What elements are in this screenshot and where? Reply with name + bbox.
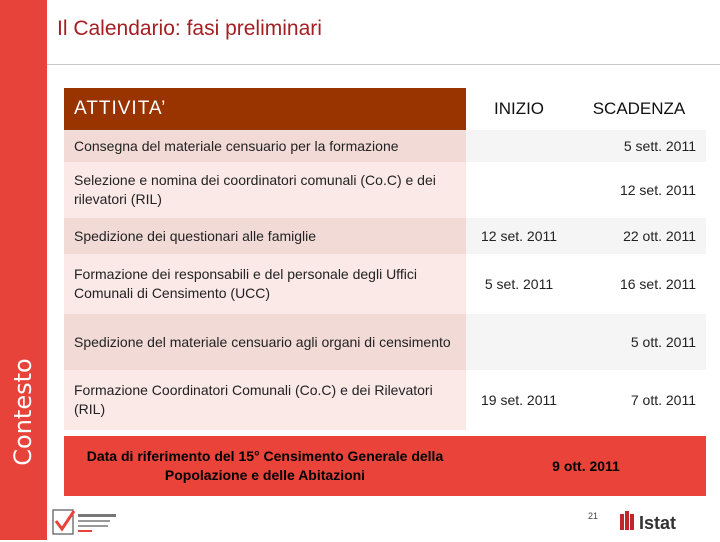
start-cell: 12 set. 2011 [466,218,572,254]
activity-cell: Formazione dei responsabili e del personale degli Uffici Comunali di Censimento (UCC) [64,254,466,314]
header-deadline: SCADENZA [592,99,686,118]
activity-cell: Consegna del materiale censuario per la formazione [64,130,466,162]
reference-date: 9 ott. 2011 [466,436,706,496]
table-header-row [64,88,706,130]
sidebar-section-label: Contesto [9,358,37,466]
activity-cell: Spedizione dei questionari alle famiglie [64,218,466,254]
table-row [64,370,706,430]
page-title: Il Calendario: fasi preliminari [57,17,322,40]
census-logo [52,507,122,537]
deadline-cell: 5 ott. 2011 [572,314,706,370]
istat-logo [617,508,692,534]
calendar-table [64,88,706,496]
deadline-cell: 12 set. 2011 [572,162,706,218]
activity-cell: Formazione Coordinatori Comunali (Co.C) e dei Rilevatori (RIL) [64,370,466,430]
reference-label: Data di riferimento del 15° Censimento Generale della Popolazione e delle Abitazioni [64,436,466,496]
header-start: INIZIO [493,99,545,118]
table-row [64,254,706,314]
start-cell [466,130,572,162]
deadline-cell: 5 sett. 2011 [572,130,706,162]
start-cell: 5 set. 2011 [466,254,572,314]
table-row [64,130,706,162]
header-activity: ATTIVITA’ [64,88,466,130]
svg-text:Istat: Istat [639,513,677,533]
deadline-cell: 22 ott. 2011 [572,218,706,254]
table-row [64,218,706,254]
table-row [64,162,706,218]
title-divider [47,64,720,65]
start-cell [466,314,572,370]
start-cell [466,162,572,218]
page-number: 21 [588,511,599,521]
reference-date-row [64,436,706,496]
start-cell: 19 set. 2011 [466,370,572,430]
table-row [64,314,706,370]
activity-cell: Selezione e nomina dei coordinatori comunali (Co.C) e dei rilevatori (RIL) [64,162,466,218]
deadline-cell: 16 set. 2011 [572,254,706,314]
activity-cell: Spedizione del materiale censuario agli organi di censimento [64,314,466,370]
deadline-cell: 7 ott. 2011 [572,370,706,430]
